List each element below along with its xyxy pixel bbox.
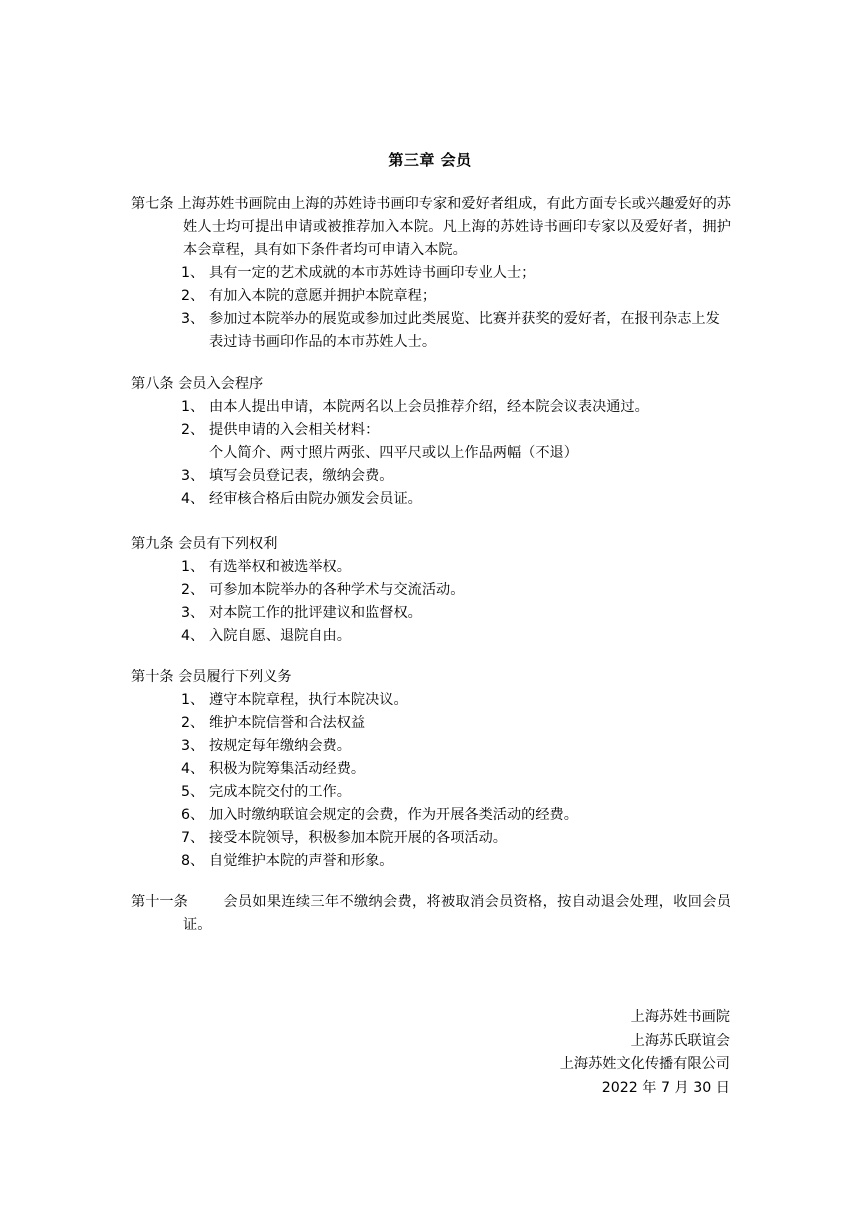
item-number: 4、 <box>181 761 205 777</box>
list-item <box>131 625 731 648</box>
list-item <box>131 285 731 308</box>
item-text: 有加入本院的意愿并拥护本院章程； <box>209 288 437 304</box>
list-item <box>131 419 731 442</box>
item-number: 3、 <box>181 605 205 621</box>
item-text: 填写会员登记表，缴纳会费。 <box>209 468 394 484</box>
item-text: 可参加本院举办的各种学术与交流活动。 <box>209 582 465 598</box>
item-text: 加入时缴纳联谊会规定的会费，作为开展各类活动的经费。 <box>209 807 578 823</box>
item-number: 2、 <box>181 715 205 731</box>
article-10-items <box>131 689 731 873</box>
item-number: 4、 <box>181 491 205 507</box>
article-11-number: 第十一条 <box>131 894 188 910</box>
item-number: 3、 <box>181 311 205 327</box>
signature-block <box>560 1006 730 1100</box>
article-9-heading <box>131 533 731 556</box>
item-number: 6、 <box>181 807 205 823</box>
list-item <box>131 781 731 804</box>
article-7-text: 上海苏姓书画院由上海的苏姓诗书画印专家和爱好者组成，有此方面专长或兴趣爱好的苏姓人士均可提出申请或被推荐加入本院。凡上海的苏姓诗书画印专家以及爱好者，拥护本会章程，具有如下条件者均可申请入本院。 <box>177 196 731 258</box>
item-number: 1、 <box>181 692 205 708</box>
item-text: 积极为院筹集活动经费。 <box>209 761 366 777</box>
list-item <box>131 758 731 781</box>
article-10-title: 会员履行下列义务 <box>178 669 292 685</box>
list-item <box>131 735 731 758</box>
article-8-title: 会员入会程序 <box>178 376 264 392</box>
signature-date: 2022 年 7 月 30 日 <box>601 1079 730 1096</box>
signature-org-1: 上海苏姓书画院 <box>630 1009 730 1025</box>
article-11-paragraph <box>131 891 731 937</box>
article-8-number: 第八条 <box>131 376 174 392</box>
item-text: 入院自愿、退院自由。 <box>209 628 351 644</box>
item-number: 2、 <box>181 422 205 438</box>
item-number: 2、 <box>181 288 205 304</box>
article-9-number: 第九条 <box>131 536 174 552</box>
article-7 <box>131 193 731 354</box>
item-text: 自觉维护本院的声誉和形象。 <box>209 853 394 869</box>
article-8-items <box>131 396 731 511</box>
list-item <box>131 804 731 827</box>
item-text: 具有一定的艺术成就的本市苏姓诗书画印专业人士； <box>209 265 536 281</box>
article-10-heading <box>131 666 731 689</box>
item-number: 3、 <box>181 468 205 484</box>
list-item <box>131 488 731 511</box>
article-10 <box>131 666 731 873</box>
item-number: 8、 <box>181 853 205 869</box>
chapter-title: 第三章 会员 <box>388 151 472 169</box>
item-text: 有选举权和被选举权。 <box>209 559 351 575</box>
article-9-title: 会员有下列权利 <box>178 536 278 552</box>
article-7-paragraph <box>131 193 731 262</box>
item-number: 1、 <box>181 559 205 575</box>
list-item <box>131 712 731 735</box>
item-number: 4、 <box>181 628 205 644</box>
list-item <box>131 827 731 850</box>
item-number: 5、 <box>181 784 205 800</box>
item-text: 维护本院信誉和合法权益 <box>209 715 366 731</box>
item-number: 1、 <box>181 399 205 415</box>
signature-org-2: 上海苏氏联谊会 <box>630 1032 730 1049</box>
list-item <box>131 465 731 488</box>
article-8 <box>131 373 731 511</box>
item-text: 完成本院交付的工作。 <box>209 784 351 800</box>
list-item <box>131 579 731 602</box>
article-9-items <box>131 556 731 648</box>
materials-detail: 个人简介、两寸照片两张、四平尺或以上作品两幅（不退） <box>209 445 578 461</box>
item-number: 2、 <box>181 582 205 598</box>
article-9 <box>131 533 731 648</box>
item-text: 接受本院领导，积极参加本院开展的各项活动。 <box>209 830 507 846</box>
item-number: 1、 <box>181 265 205 281</box>
article-10-number: 第十条 <box>131 669 174 685</box>
article-11 <box>131 891 731 937</box>
item-text: 按规定每年缴纳会费。 <box>209 738 351 754</box>
list-item <box>131 262 731 285</box>
item-text: 提供申请的入会相关材料： <box>209 422 380 438</box>
item-text: 经审核合格后由院办颁发会员证。 <box>209 491 422 507</box>
article-7-items <box>131 262 731 354</box>
item-text: 由本人提出申请，本院两名以上会员推荐介绍，经本院会议表决通过。 <box>209 399 649 415</box>
article-11-text: 会员如果连续三年不缴纳会费，将被取消会员资格，按自动退会处理，收回会员证。 <box>183 894 731 933</box>
item-number: 7、 <box>181 830 205 846</box>
signature-org-3: 上海苏姓文化传播有限公司 <box>559 1056 730 1072</box>
item-number: 3、 <box>181 738 205 754</box>
item-text: 参加过本院举办的展览或参加过此类展览、比赛并获奖的爱好者，在报刊杂志上发表过诗书画印作品的本市苏姓人士。 <box>209 311 720 350</box>
list-item <box>131 850 731 873</box>
list-item <box>131 602 731 625</box>
list-item <box>131 689 731 712</box>
list-item <box>131 556 731 579</box>
article-7-number: 第七条 <box>131 196 174 212</box>
list-item <box>131 308 731 354</box>
item-text: 遵守本院章程，执行本院决议。 <box>209 692 408 708</box>
list-item <box>131 396 731 419</box>
item-text: 对本院工作的批评建议和监督权。 <box>209 605 422 621</box>
article-8-heading <box>131 373 731 396</box>
